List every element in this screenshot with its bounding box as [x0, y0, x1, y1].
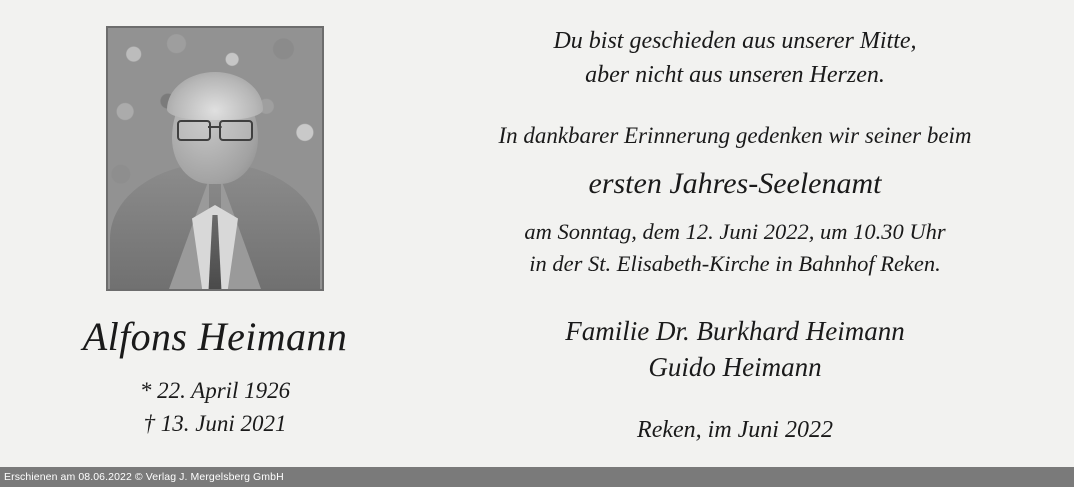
publication-footer: Erschienen am 08.06.2022 © Verlag J. Mergelsberg GmbH — [0, 467, 1074, 487]
service-title: ersten Jahres-Seelenamt — [588, 167, 882, 201]
memorial-verse — [430, 24, 1040, 92]
hair — [167, 72, 263, 120]
right-column — [430, 0, 1074, 467]
family-signature — [430, 314, 1040, 385]
photo-subject — [108, 28, 322, 289]
eyeglasses-bridge — [208, 126, 222, 128]
service-details — [430, 216, 1040, 280]
life-dates — [140, 374, 290, 441]
deceased-name: Alfons Heimann — [82, 314, 348, 359]
service-location: in der St. Elisabeth-Kirche in Bahnhof Reken. — [529, 251, 941, 277]
eyeglasses-icon — [177, 120, 253, 138]
death-date: † 13. Juni 2021 — [143, 411, 287, 437]
memorial-intro: In dankbarer Erinnerung gedenken wir seiner beim — [498, 123, 972, 149]
verse-line-1: Du bist geschieden aus unserer Mitte, — [553, 28, 917, 54]
verse-line-2: aber nicht aus unseren Herzen. — [585, 62, 885, 89]
family-line-2: Guido Heimann — [648, 351, 822, 382]
portrait-photo — [106, 26, 324, 291]
place-and-date: Reken, im Juni 2022 — [637, 417, 833, 444]
birth-date: * 22. April 1926 — [139, 378, 291, 403]
left-column — [0, 0, 430, 467]
service-time: am Sonntag, dem 12. Juni 2022, um 10.30 Uhr — [524, 219, 946, 245]
family-line-1: Familie Dr. Burkhard Heimann — [565, 316, 905, 347]
